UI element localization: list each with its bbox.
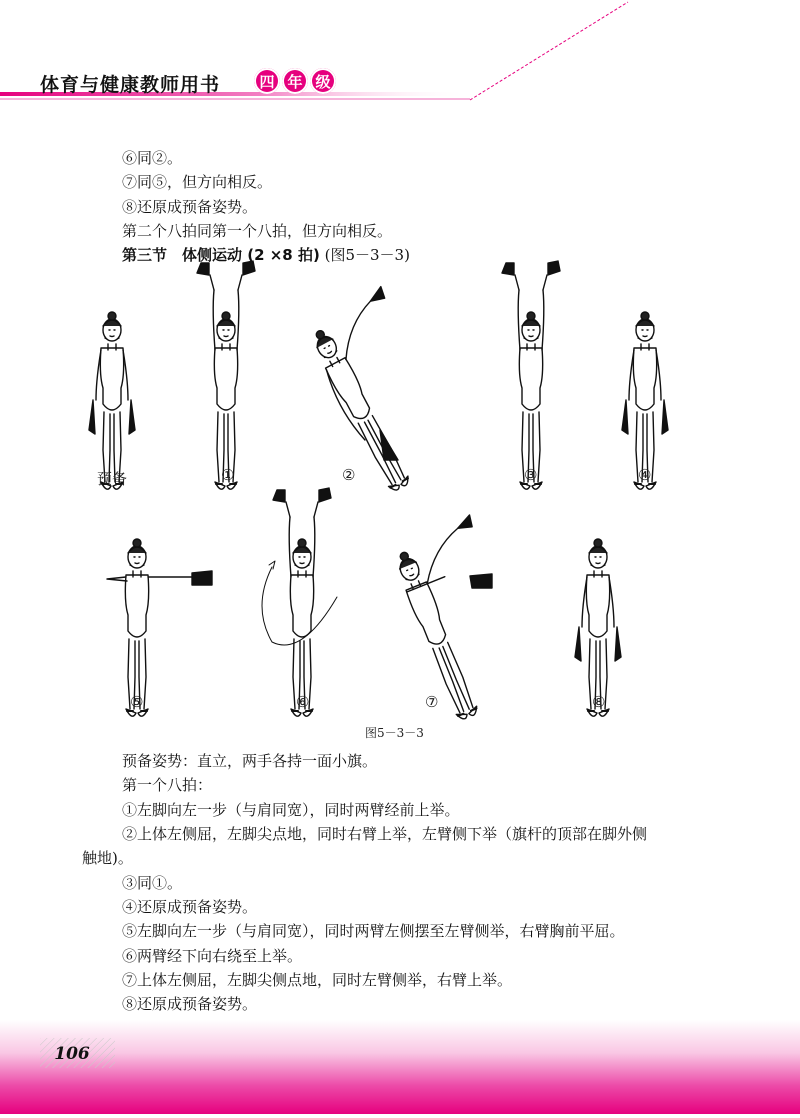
figure-label: 预备 (97, 470, 128, 488)
text-line: 第二个八拍同第一个八拍，但方向相反。 (122, 222, 393, 240)
text-line: 触地)。 (82, 849, 133, 867)
figure-label: ① (221, 466, 235, 484)
text-line: ⑥两臂经下向右绕至上举。 (122, 947, 303, 965)
figure-step-7 (388, 515, 539, 721)
book-title: 体育与健康教师用书 (40, 74, 221, 96)
text-line: ⑧还原成预备姿势。 (122, 995, 258, 1013)
figure-step-3 (502, 261, 560, 489)
text-line: ③同①。 (122, 874, 183, 892)
figure-label: ⑥ (296, 693, 310, 711)
figure-label: ② (342, 466, 356, 484)
figure-step-6 (262, 488, 337, 716)
text-line: ⑦同⑤，但方向相反。 (122, 173, 273, 191)
text-line: ⑥同②。 (122, 149, 183, 167)
figure-label: ③ (524, 466, 538, 484)
figure-step-5 (107, 539, 212, 716)
grade-char: 级 (310, 68, 336, 94)
figure-caption: 图5－3－3 (365, 726, 424, 740)
figure-label: ⑦ (425, 693, 439, 711)
section-title: 第三节 体侧运动 (2 ×8 拍) (122, 246, 320, 264)
figure-step-4 (622, 312, 668, 489)
page-number: 106 (54, 1044, 90, 1064)
page-footer (0, 1000, 800, 1114)
figure-reference: (图5－3－3) (324, 246, 410, 264)
text-line: 预备姿势：直立，两手各持一面小旗。 (122, 752, 378, 770)
text-line: ①左脚向左一步（与肩同宽），同时两臂经前上举。 (122, 801, 460, 819)
figure-step-2 (300, 287, 468, 495)
figure-prep (89, 312, 135, 489)
figure-label: ⑤ (130, 693, 144, 711)
grade-char: 年 (282, 68, 308, 94)
text-line: 第一个八拍： (122, 776, 213, 794)
grade-char: 四 (254, 68, 280, 94)
footer-decoration (0, 1000, 800, 1114)
text-line: ②上体左侧屈，左脚尖点地，同时右臂上举，左臂侧下举（旗杆的顶部在脚外侧 (122, 825, 648, 843)
figure-label: ④ (638, 466, 652, 484)
text-line: ⑦上体左侧屈，左脚尖侧点地，同时左臂侧举，右臂上举。 (122, 971, 513, 989)
figure-step-8 (575, 539, 621, 716)
figure-step-1 (197, 261, 255, 489)
text-line: ④还原成预备姿势。 (122, 898, 258, 916)
text-line: ⑤左脚向左一步（与肩同宽），同时两臂左侧摆至左臂侧举，右臂胸前平屈。 (122, 922, 625, 940)
figure-label: ⑧ (592, 693, 606, 711)
text-line: ⑧还原成预备姿势。 (122, 198, 258, 216)
